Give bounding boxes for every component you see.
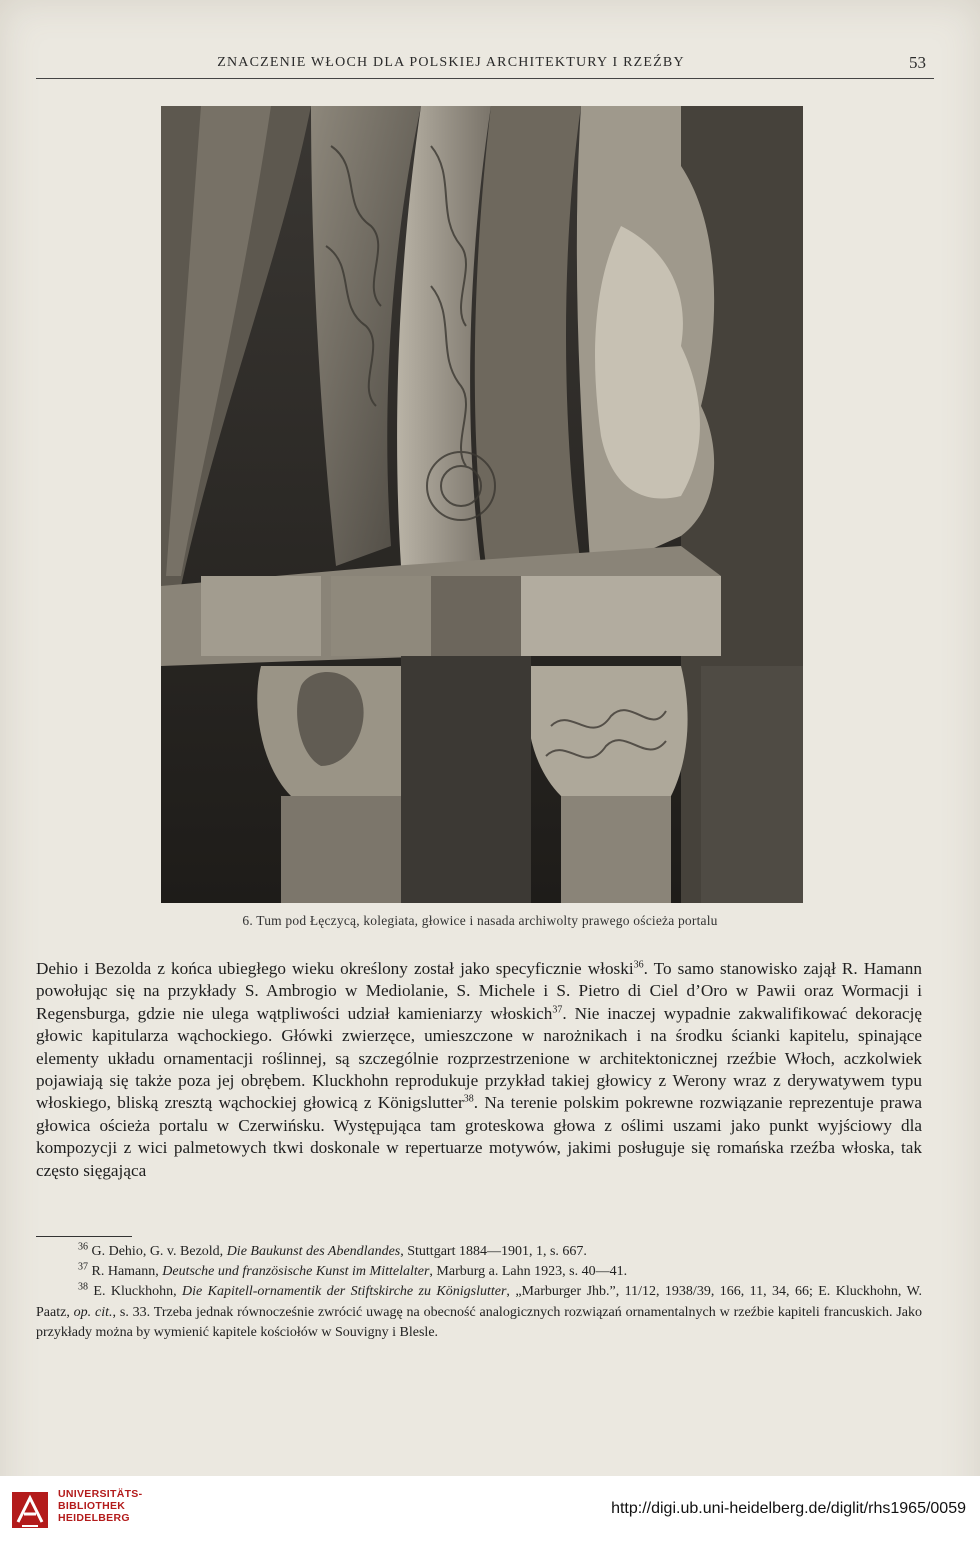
page-number: 53 bbox=[909, 53, 926, 72]
body-paragraph bbox=[36, 958, 922, 1182]
footnote-text: , Marburg a. Lahn 1923, s. 40—41. bbox=[429, 1264, 628, 1280]
body-text-segment: . Na terenie polskim pokrewne rozwiązanie reprezentuje prawa głowica ościeża portalu w Czerwińsku. Występująca tam groteskowa głowa z oślimi uszami jako punkt wyjściowy dla kompozycji z wici palmetowych tkwi doskonale w repertuarze motywów, jakimi posługuje się romańska rzeźba włoska, tak często sięgająca bbox=[36, 1093, 922, 1180]
footnote-text: E. Kluckhohn, bbox=[88, 1284, 183, 1300]
footnote-number: 37 bbox=[78, 1261, 88, 1273]
footnote-36 bbox=[36, 1242, 922, 1262]
library-name-line: BIBLIOTHEK bbox=[58, 1500, 126, 1512]
footnote-text: , s. 33. Trzeba jednak równocześnie zwrócić uwagę na obecność analogicznych rozwiązań ornamentalnych w rzeźbie kapiteli francuskich. Jako przykłady można by wymienić kapitele kościołów w Souvigny i Blesle. bbox=[36, 1304, 922, 1340]
library-name-line: UNIVERSITÄTS- bbox=[58, 1488, 143, 1500]
footnote-title: Die Baukunst des Abendlandes bbox=[226, 1244, 401, 1259]
footnotes bbox=[36, 1242, 922, 1343]
footnote-text: R. Hamann, bbox=[88, 1264, 163, 1280]
body-text-segment: Dehio i Bezolda z końca ubiegłego wieku określony został jako specyficznie włoski bbox=[36, 959, 634, 978]
footnote-ref-36[interactable]: 36 bbox=[633, 959, 644, 971]
body-text-segment: . To samo stanowisko zajął R. Hamann powołując się na przykłady S. Ambrogio w Mediolanie, S. Michele i S. Pietro di Ciel d’Oro w Pawii oraz Wormacji i Regensburga, gdzie nie ulega wątpliwości udział kamieniarzy włoskich bbox=[36, 959, 922, 1023]
footnote-38 bbox=[36, 1282, 922, 1343]
footnote-number: 38 bbox=[78, 1281, 88, 1293]
footnote-text: , „Marburger Jhb.”, 11/12, 1938/39, 166, 11, 34, 66; E. Kluckhohn, W. Paatz, bbox=[36, 1284, 923, 1320]
portal-capital-photo bbox=[161, 106, 803, 903]
source-url-link[interactable]: http://digi.ub.uni-heidelberg.de/diglit/rhs1965/0059 bbox=[611, 1500, 966, 1517]
footnote-title: op. cit. bbox=[73, 1304, 113, 1320]
footnote-ref-37[interactable]: 37 bbox=[552, 1004, 563, 1016]
body-text-segment: . Nie inaczej wypadnie zakwalifikować dekorację głowic kapitularza wąchockiego. Główki zwierzęce, umieszczone w narożnikach i na środku ścianki kapitelu, spinające elementy układu ornamentacji roślinnej, są szczególnie rozprzestrzenione w architektonicznej rzeźbie Włoch, aczkolwiek pojawiają się także poza jej obrębem. Kluckhohn reprodukuje przykład takiej głowicy z Werony wraz z derywatywem typu włoskiego, bliską zresztą wąchockiej głowicą z Königslutter bbox=[36, 1003, 922, 1113]
running-title: ZNACZENIE WŁOCH DLA POLSKIEJ ARCHITEKTURY I RZEŹBY bbox=[217, 55, 685, 70]
footnote-title: Deutsche und französische Kunst im Mittelalter bbox=[162, 1264, 430, 1280]
footnote-number: 36 bbox=[78, 1241, 88, 1253]
footnote-text: G. Dehio, G. v. Bezold, bbox=[88, 1244, 227, 1259]
university-library-logo-icon bbox=[10, 1488, 50, 1532]
figure-caption: 6. Tum pod Łęczycą, kolegiata, głowice i nasada archiwolty prawego ościeża portalu bbox=[242, 913, 718, 928]
portal-capital-illustration bbox=[161, 106, 803, 903]
footnote-rule bbox=[36, 1236, 132, 1237]
footnote-ref-38[interactable]: 38 bbox=[463, 1093, 474, 1105]
library-name-line: HEIDELBERG bbox=[58, 1512, 130, 1524]
footnote-37 bbox=[36, 1262, 922, 1282]
library-name bbox=[58, 1488, 142, 1524]
footnote-title: Die Kapitell-ornamentik der Stiftskirche zu Königslutter bbox=[182, 1284, 507, 1300]
library-footer bbox=[0, 1476, 980, 1541]
footnote-text: , Stuttgart 1884—1901, 1, s. 667. bbox=[400, 1244, 587, 1259]
running-head bbox=[36, 55, 926, 79]
header-rule bbox=[36, 78, 934, 79]
